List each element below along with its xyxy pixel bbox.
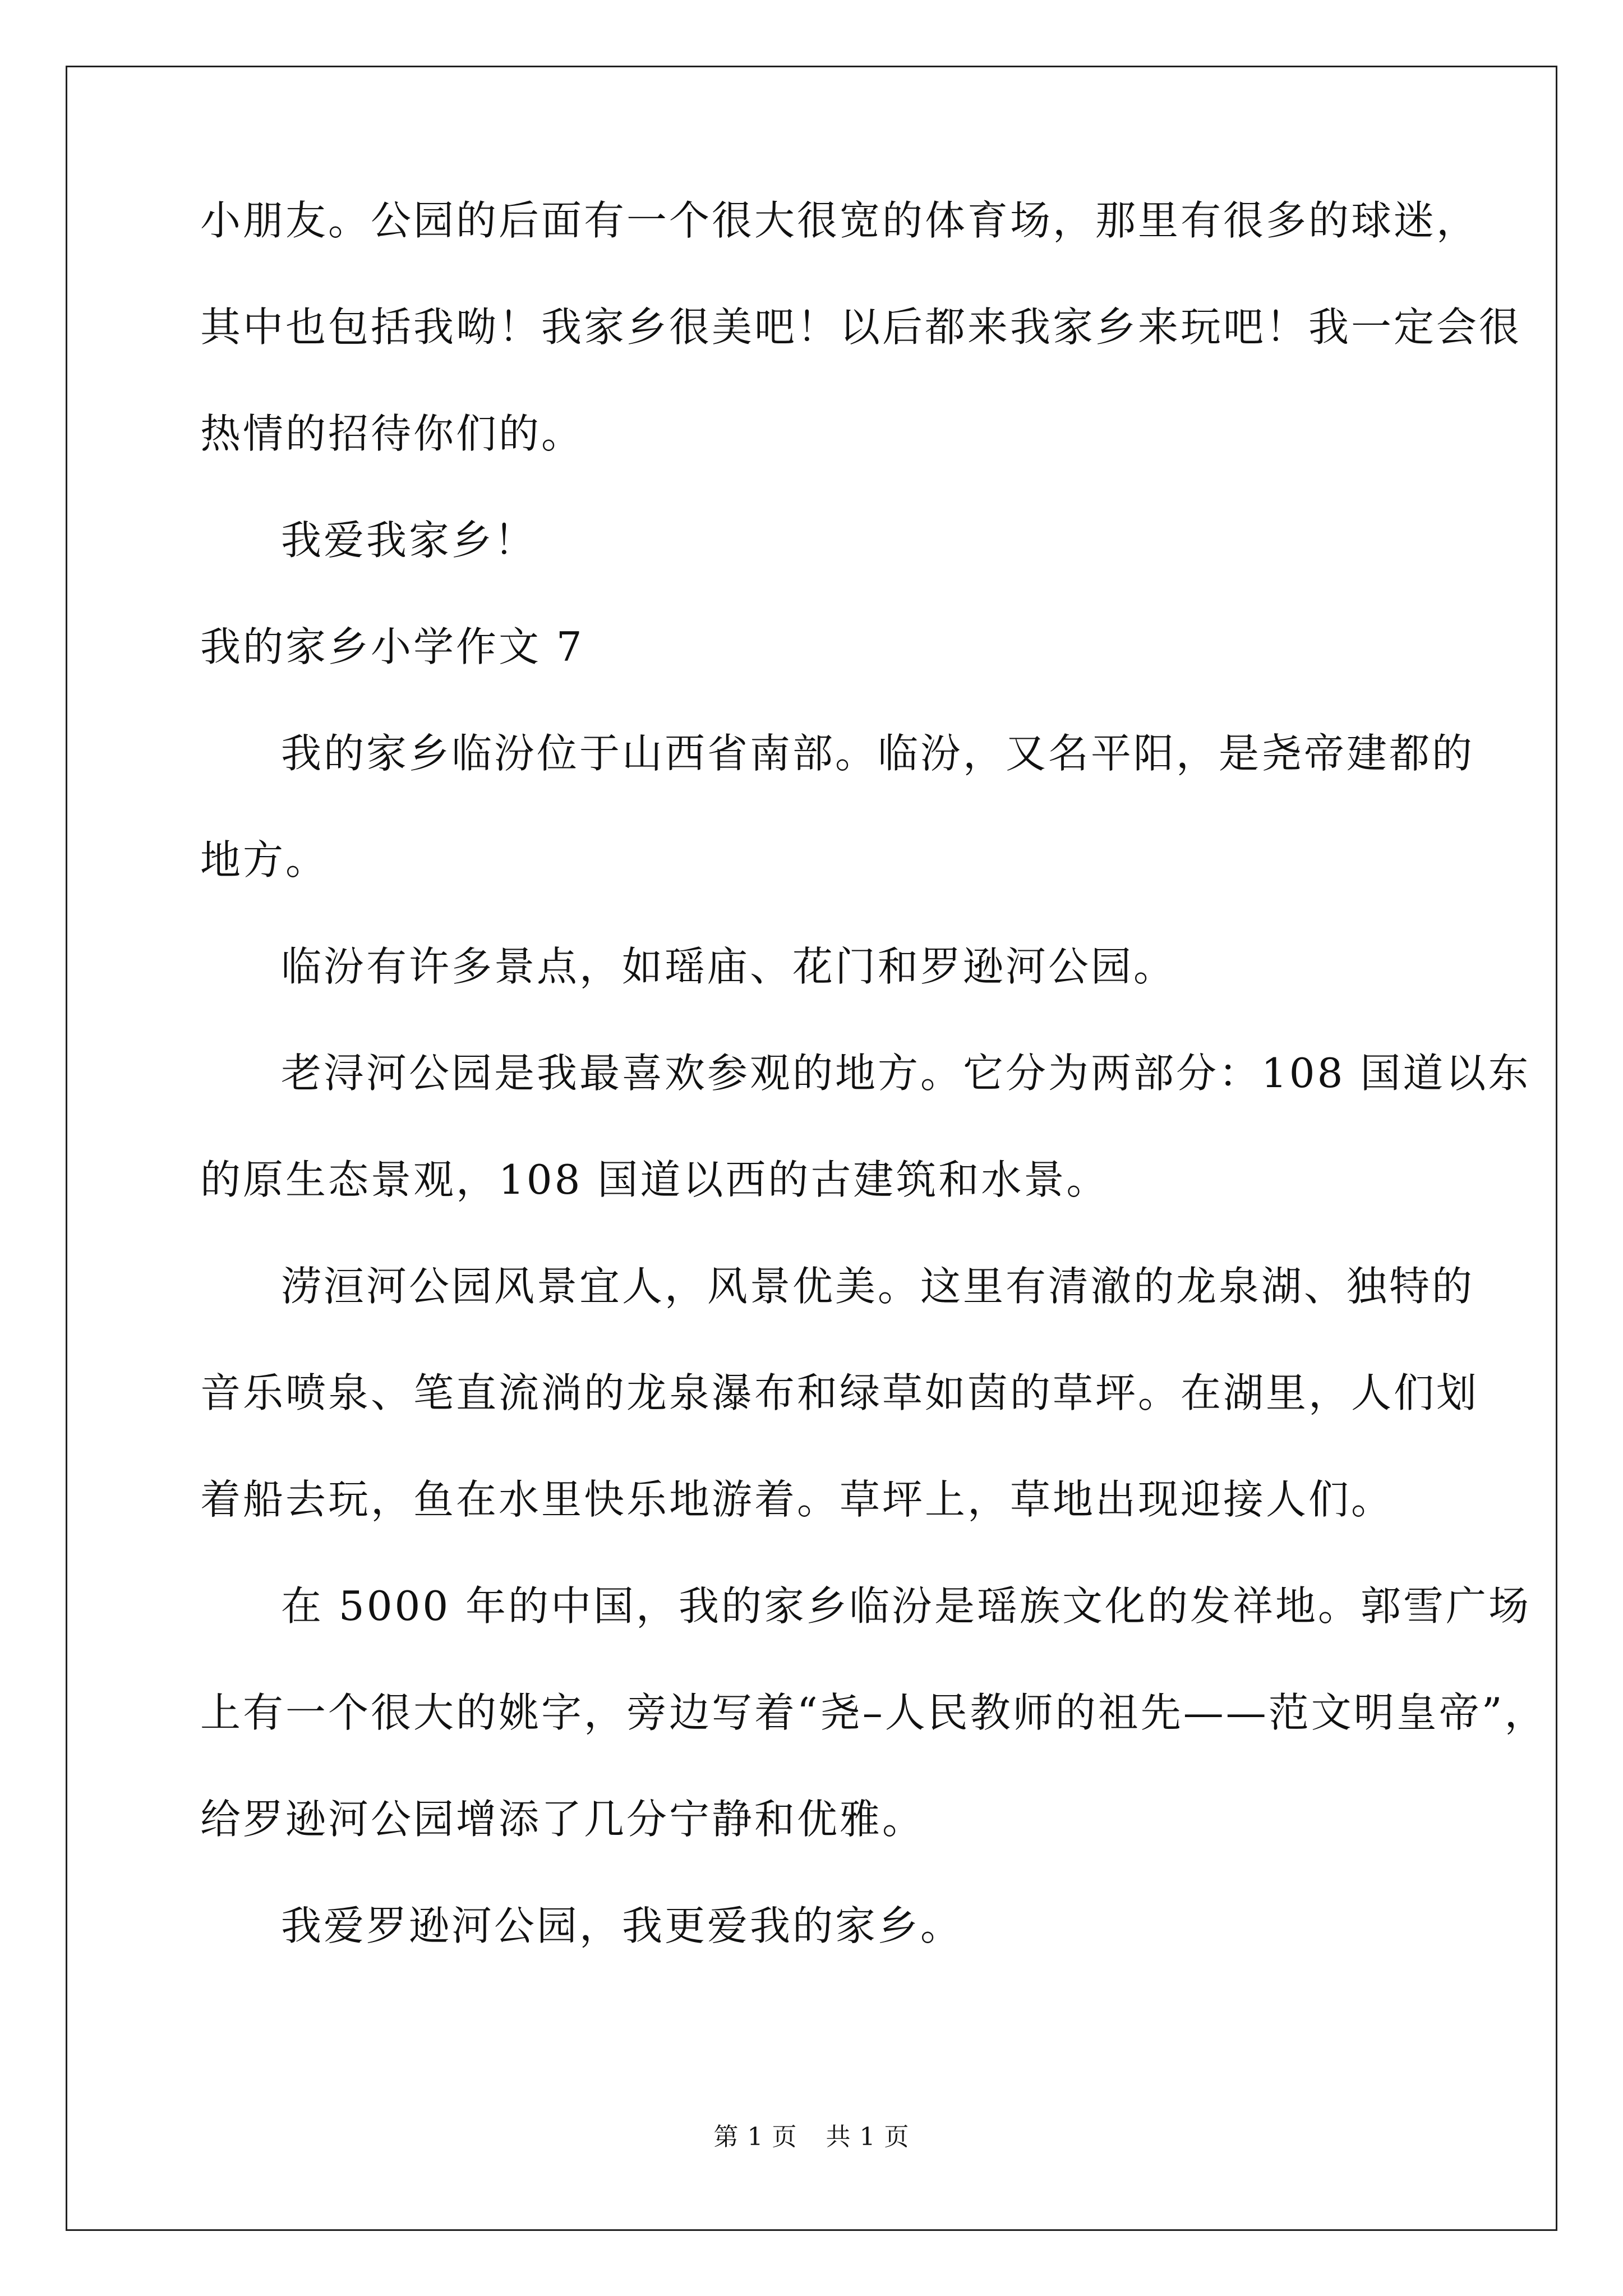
body-line: 其中也包括我呦！我家乡很美吧！以后都来我家乡来玩吧！我一定会很 (200, 303, 1522, 351)
page-total: 共 1 页 (826, 2123, 910, 2151)
body-line: 涝洹河公园风景宜人，风景优美。这里有清澈的龙泉湖、独特的 (281, 1263, 1475, 1310)
body-line: 热情的招待你们的。 (200, 410, 584, 457)
body-line: 给罗逊河公园增添了几分宁静和优雅。 (200, 1796, 925, 1843)
body-line: 我的家乡临汾位于山西省南部。临汾，又名平阳，是尧帝建都的 (281, 730, 1475, 777)
body-line: 我爱我家乡！ (281, 517, 537, 564)
body-line: 我爱罗逊河公园，我更爱我的家乡。 (281, 1902, 963, 1949)
page-number: 第 1 页 (713, 2123, 797, 2151)
page-footer (0, 2120, 1623, 2154)
body-line: 地方。 (200, 836, 329, 884)
body-line: 的原生态景观，108 国道以西的古建筑和水景。 (200, 1156, 1109, 1203)
body-line: 音乐喷泉、笔直流淌的龙泉瀑布和绿草如茵的草坪。在湖里，人们划 (200, 1369, 1479, 1416)
body-line: 老浔河公园是我最喜欢参观的地方。它分为两部分：108 国道以东 (281, 1050, 1531, 1097)
body-line: 着船去玩，鱼在水里快乐地游着。草坪上，草地出现迎接人们。 (200, 1476, 1394, 1523)
body-line: 小朋友。公园的后面有一个很大很宽的体育场，那里有很多的球迷， (200, 197, 1479, 244)
body-line: 临汾有许多景点，如瑶庙、花门和罗逊河公园。 (281, 943, 1177, 990)
body-line: 上有一个很大的姚字，旁边写着“尧–人民教师的祖先——范文明皇帝”， (200, 1689, 1547, 1736)
body-line: 在 5000 年的中国，我的家乡临汾是瑶族文化的发祥地。郭雪广场 (281, 1582, 1532, 1630)
section-heading: 我的家乡小学作文 7 (200, 623, 584, 670)
